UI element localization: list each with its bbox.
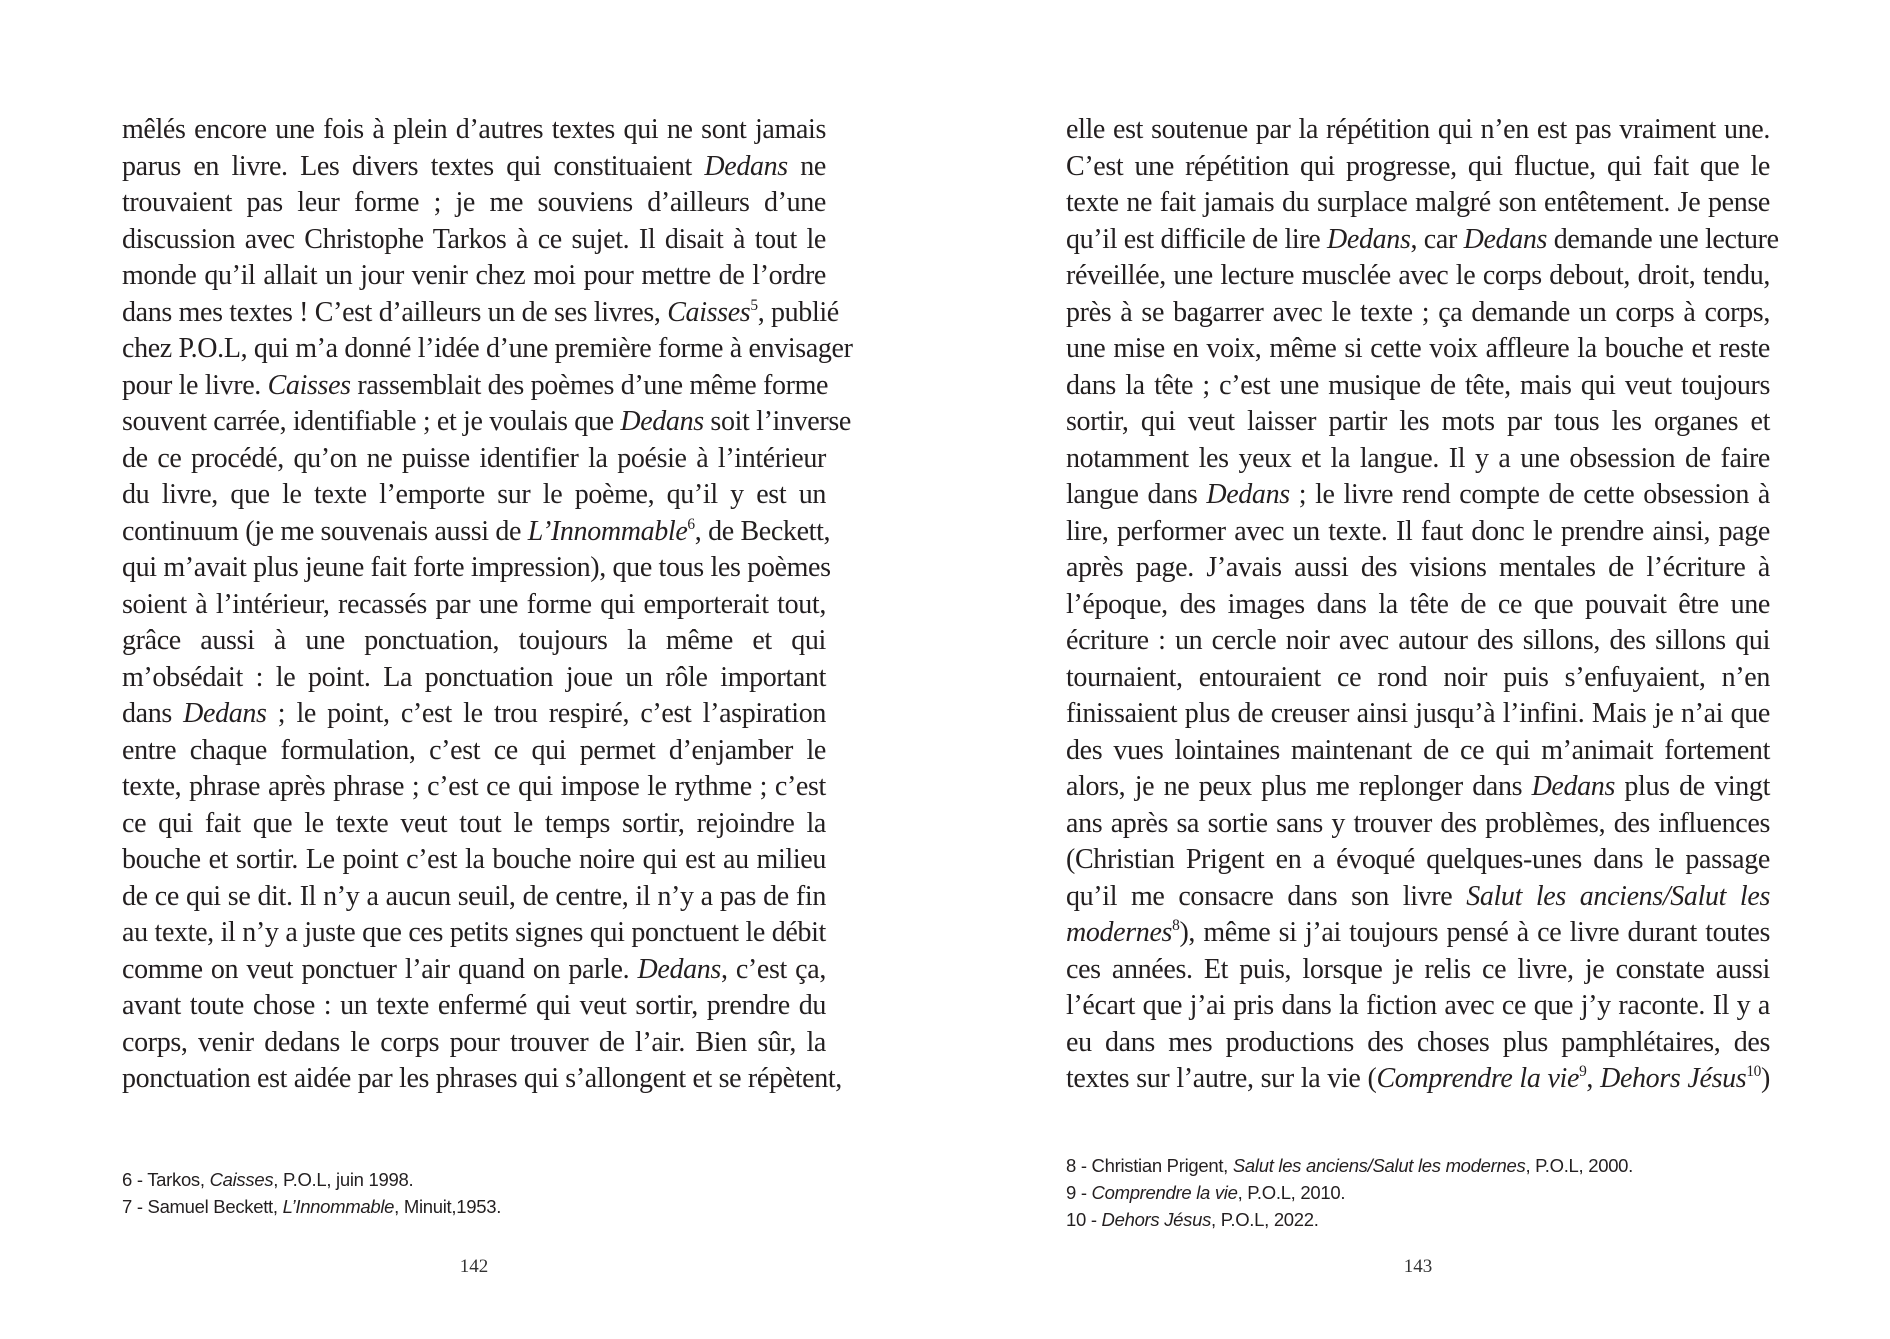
text-run: , c’est ça, xyxy=(720,953,826,985)
italic-title: Salut les anciens/Salut les xyxy=(1466,880,1770,912)
footnote xyxy=(1066,1179,1770,1206)
text-run: rassemblait des poèmes d’une même forme xyxy=(350,369,829,401)
text-run: tournaient, entouraient ce rond noir puis s’enfuyaient, n’en xyxy=(1066,661,1770,693)
text-run: souvent carrée, identifiable ; et je voulais que xyxy=(122,406,621,437)
text-line xyxy=(1066,477,1770,514)
text-line xyxy=(122,222,826,259)
text-run: trouvaient pas leur forme ; je me souviens d’ailleurs d’une xyxy=(122,187,826,218)
text-run: après page. J’avais aussi des visions mentales de l’écriture à xyxy=(1066,552,1770,583)
text-run: ) xyxy=(1761,1063,1771,1094)
text-run: , P.O.L, 2010. xyxy=(1237,1182,1346,1203)
footnote-reference: 5 xyxy=(750,296,758,314)
text-run: ), même si j’ai toujours pensé à ce livre durant toutes xyxy=(1179,917,1770,948)
footnote-reference: 9 xyxy=(1579,1063,1587,1081)
footnote xyxy=(1066,1206,1770,1233)
footnote xyxy=(122,1166,826,1193)
text-line xyxy=(1066,368,1770,405)
text-line xyxy=(122,149,826,186)
italic-title: Caisses xyxy=(209,1169,274,1190)
text-line xyxy=(1066,441,1770,478)
text-run: lire, performer avec un texte. Il faut donc le prendre ainsi, page xyxy=(1066,515,1770,547)
text-run: des vues lointaines maintenant de ce qui m’animait fortement xyxy=(1066,734,1770,766)
text-run: au texte, il n’y a juste que ces petits signes qui ponctuent le débit xyxy=(122,917,826,948)
text-run: corps, venir dedans le corps pour trouver de l’air. Bien sûr, la xyxy=(122,1026,826,1058)
text-line xyxy=(1066,258,1770,295)
text-run: , car xyxy=(1410,223,1464,255)
footnote-reference: 6 xyxy=(687,515,695,533)
body-text xyxy=(122,112,853,1098)
italic-title: Dedans xyxy=(1531,771,1616,802)
text-line xyxy=(122,769,826,806)
text-line xyxy=(122,660,826,697)
text-run: l’écart que j’ai pris dans la fiction avec ce que j’y raconte. Il y a xyxy=(1066,990,1770,1021)
text-run: comme on veut ponctuer l’air quand on parle. xyxy=(122,953,638,985)
footnote-reference: 8 xyxy=(1172,917,1180,935)
text-line xyxy=(122,441,826,478)
text-run: du livre, que le texte l’emporte sur le poème, qu’il y est un xyxy=(122,479,826,510)
text-line xyxy=(122,879,826,916)
text-line xyxy=(122,185,826,222)
italic-title: Dedans xyxy=(1463,223,1548,255)
text-line xyxy=(1066,514,1770,551)
text-run: texte ne fait jamais du surplace malgré son entêtement. Je pense xyxy=(1066,187,1770,218)
italic-title: L’Innommable xyxy=(527,515,688,547)
text-run: ne xyxy=(787,150,826,182)
text-run: ces années. Et puis, lorsque je relis ce livre, je constate aussi xyxy=(1066,953,1770,985)
text-run: 10 - xyxy=(1066,1209,1102,1230)
text-run: texte, phrase après phrase ; c’est ce qui impose le rythme ; c’est xyxy=(122,771,826,802)
text-run: 6 - Tarkos, xyxy=(122,1169,210,1190)
text-run: bouche et sortir. Le point c’est la bouche noire qui est au milieu xyxy=(122,844,826,875)
text-run: dans xyxy=(122,698,184,729)
italic-title: modernes xyxy=(1066,917,1173,948)
text-line xyxy=(1066,952,1770,989)
text-line xyxy=(122,623,826,660)
footnotes xyxy=(1066,1152,1770,1233)
text-line xyxy=(122,295,839,332)
text-run: sortir, qui veut laisser partir les mots par tous les organes et xyxy=(1066,406,1770,437)
text-line xyxy=(122,331,853,368)
text-line xyxy=(122,915,826,952)
text-line xyxy=(122,587,826,624)
text-run: monde qu’il allait un jour venir chez moi pour mettre de l’ordre xyxy=(122,260,826,291)
text-run: plus de vingt xyxy=(1615,771,1770,802)
text-run: soit l’inverse xyxy=(703,406,851,437)
text-line xyxy=(1066,185,1770,222)
italic-title: Dedans xyxy=(183,698,267,729)
text-line xyxy=(1066,1025,1770,1062)
text-run: ponctuation est aidée par les phrases qui s’allongent et se répètent, xyxy=(122,1063,842,1094)
text-run: parus en livre. Les divers textes qui constituaient xyxy=(122,150,705,182)
text-run: ans après sa sortie sans y trouver des problèmes, des influences xyxy=(1066,807,1770,839)
italic-title: Dehors Jésus xyxy=(1101,1209,1212,1230)
text-run: chez P.O.L, qui m’a donné l’idée d’une première forme à envisager xyxy=(122,333,853,364)
italic-title: Caisses xyxy=(267,369,351,401)
body-text xyxy=(1066,112,1779,1098)
text-line xyxy=(1066,587,1770,624)
text-line xyxy=(1066,915,1770,952)
text-run: notamment les yeux et la langue. Il y a une obsession de faire xyxy=(1066,442,1770,474)
text-run: pour le livre. xyxy=(122,369,268,401)
italic-title: Salut les anciens/Salut les modernes xyxy=(1232,1155,1526,1176)
right-page xyxy=(945,0,1890,1339)
text-line xyxy=(122,368,829,405)
footnotes xyxy=(122,1166,826,1220)
italic-title: Dedans xyxy=(704,150,788,182)
text-run: de ce procédé, qu’on ne puisse identifier la poésie à l’intérieur xyxy=(122,442,826,474)
text-run: demande une lecture xyxy=(1547,223,1779,255)
text-run: une mise en voix, même si cette voix affleure la bouche et reste xyxy=(1066,333,1770,364)
text-run: 8 - Christian Prigent, xyxy=(1066,1155,1233,1176)
text-line xyxy=(1066,879,1770,916)
text-run: , P.O.L, juin 1998. xyxy=(273,1169,414,1190)
text-line xyxy=(122,1061,842,1098)
text-run: réveillée, une lecture musclée avec le corps debout, droit, tendu, xyxy=(1066,260,1770,291)
text-run: eu dans mes productions des choses plus pamphlétaires, des xyxy=(1066,1026,1770,1058)
text-line xyxy=(122,696,826,733)
italic-title: L’Innommable xyxy=(282,1196,395,1217)
text-run: textes sur l’autre, sur la vie ( xyxy=(1066,1063,1377,1094)
text-line xyxy=(122,806,826,843)
text-run: ce qui fait que le texte veut tout le temps sortir, rejoindre la xyxy=(122,807,826,839)
text-run: , P.O.L, 2000. xyxy=(1525,1155,1634,1176)
text-line xyxy=(1066,988,1770,1025)
text-run: , P.O.L, 2022. xyxy=(1211,1209,1319,1230)
text-run: qui m’avait plus jeune fait forte impression), que tous les poèmes xyxy=(122,552,831,583)
text-run: ; le livre rend compte de cette obsession à xyxy=(1289,479,1770,510)
text-line xyxy=(1066,112,1770,149)
text-run: finissaient plus de creuser ainsi jusqu’à l’infini. Mais je n’ai que xyxy=(1066,698,1770,729)
text-run: discussion avec Christophe Tarkos à ce sujet. Il disait à tout le xyxy=(122,223,826,255)
text-line xyxy=(1066,842,1770,879)
text-run: de ce qui se dit. Il n’y a aucun seuil, de centre, il n’y a pas de fin xyxy=(122,880,826,912)
text-run: continuum (je me souvenais aussi de xyxy=(122,515,528,547)
text-run: alors, je ne peux plus me replonger dans xyxy=(1066,771,1532,802)
text-run: , Minuit,1953. xyxy=(394,1196,502,1217)
text-run: 9 - xyxy=(1066,1182,1092,1203)
text-run: m’obsédait : le point. La ponctuation joue un rôle important xyxy=(122,661,826,693)
text-line xyxy=(122,988,826,1025)
text-run: dans la tête ; c’est une musique de tête, mais qui veut toujours xyxy=(1066,369,1770,401)
footnote xyxy=(122,1193,826,1220)
text-line xyxy=(1066,404,1770,441)
text-line xyxy=(122,1025,826,1062)
text-line xyxy=(122,404,851,441)
italic-title: Comprendre la vie xyxy=(1376,1063,1580,1094)
text-line xyxy=(122,258,826,295)
text-run: avant toute chose : un texte enfermé qui veut sortir, prendre du xyxy=(122,990,826,1021)
text-line xyxy=(122,477,826,514)
text-line xyxy=(1066,1061,1770,1098)
footnote-reference: 10 xyxy=(1746,1063,1762,1081)
text-run: ; le point, c’est le trou respiré, c’est l’aspiration xyxy=(266,698,826,729)
text-line xyxy=(122,514,831,551)
page-number: 143 xyxy=(1403,1256,1433,1277)
footnote xyxy=(1066,1152,1770,1179)
text-line xyxy=(1066,733,1770,770)
text-run: l’époque, des images dans la tête de ce que pouvait être une xyxy=(1066,588,1770,620)
text-run: qu’il est difficile de lire xyxy=(1066,223,1328,255)
text-run: écriture : un cercle noir avec autour des sillons, des sillons qui xyxy=(1066,625,1770,656)
text-line xyxy=(122,550,831,587)
text-run: dans mes textes ! C’est d’ailleurs un de ses livres, xyxy=(122,296,668,328)
text-run: soient à l’intérieur, recassés par une forme qui emporterait tout, xyxy=(122,588,826,620)
italic-title: Dedans xyxy=(1327,223,1411,255)
page-number: 142 xyxy=(459,1256,489,1277)
text-line xyxy=(1066,769,1770,806)
italic-title: Caisses xyxy=(667,296,751,328)
text-line xyxy=(122,112,826,149)
text-line xyxy=(1066,149,1770,186)
text-line xyxy=(1066,331,1770,368)
text-run: mêlés encore une fois à plein d’autres textes qui ne sont jamais xyxy=(122,114,826,145)
italic-title: Comprendre la vie xyxy=(1091,1182,1238,1203)
italic-title: Dedans xyxy=(637,953,721,985)
text-line xyxy=(1066,295,1770,332)
italic-title: Dedans xyxy=(620,406,704,437)
text-line xyxy=(1066,806,1770,843)
text-run: 7 - Samuel Beckett, xyxy=(122,1196,283,1217)
text-run: (Christian Prigent en a évoqué quelques-unes dans le passage xyxy=(1066,844,1770,875)
text-run: langue dans xyxy=(1066,479,1207,510)
italic-title: Dedans xyxy=(1206,479,1290,510)
text-line xyxy=(1066,660,1770,697)
text-run: C’est une répétition qui progresse, qui fluctue, qui fait que le xyxy=(1066,150,1770,182)
text-line xyxy=(1066,623,1770,660)
text-run: près à se bagarrer avec le texte ; ça demande un corps à corps, xyxy=(1066,296,1770,328)
text-run: , xyxy=(1586,1063,1601,1094)
text-line xyxy=(1066,550,1770,587)
text-line xyxy=(122,842,826,879)
text-run: grâce aussi à une ponctuation, toujours la même et qui xyxy=(122,625,826,656)
text-run: , de Beckett, xyxy=(694,515,831,547)
text-line xyxy=(122,952,826,989)
italic-title: Dehors Jésus xyxy=(1600,1063,1747,1094)
text-line xyxy=(122,733,826,770)
text-line xyxy=(1066,222,1779,259)
text-line xyxy=(1066,696,1770,733)
text-run: elle est soutenue par la répétition qui n’en est pas vraiment une. xyxy=(1066,114,1770,145)
text-run: , publié xyxy=(757,296,839,328)
text-run: qu’il me consacre dans son livre xyxy=(1066,880,1467,912)
text-run: entre chaque formulation, c’est ce qui permet d’enjamber le xyxy=(122,734,826,766)
